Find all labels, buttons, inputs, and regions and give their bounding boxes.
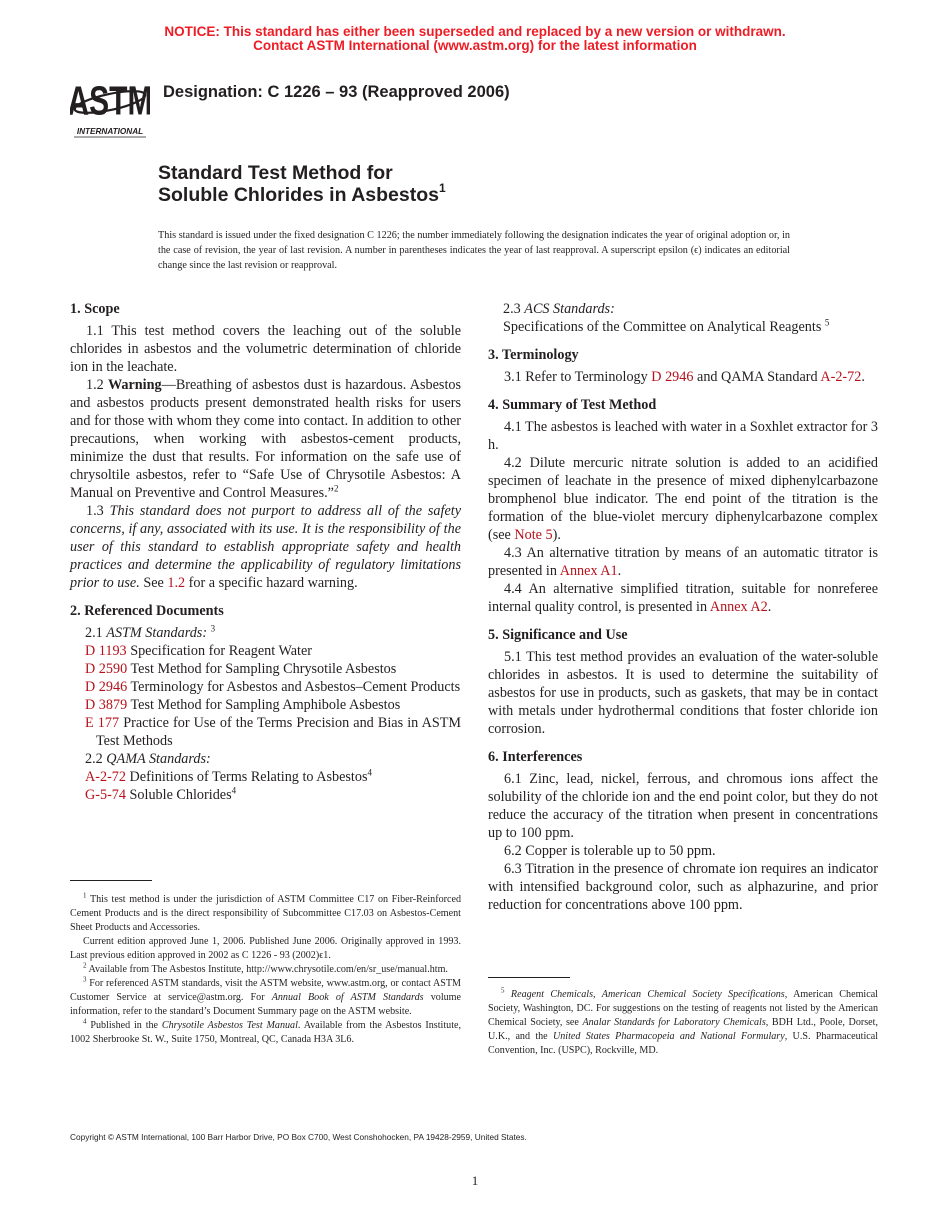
- ref-link[interactable]: G-5-74: [85, 787, 126, 803]
- footnote-divider: [488, 977, 570, 978]
- paragraph-3-1: 3.1 Refer to Terminology D 2946 and QAMA Standard A-2-72.: [504, 369, 865, 385]
- svg-text:ASTM: ASTM: [70, 78, 150, 124]
- copyright: Copyright © ASTM International, 100 Barr Harbor Drive, PO Box C700, West Conshohocken, PA 19428-2959, United States.: [70, 1132, 527, 1142]
- qama-standards-label: 2.2 QAMA Standards:: [85, 751, 211, 767]
- paragraph-4-1: 4.1 The asbestos is leached with water in a Soxhlet extractor for 3 h.: [488, 419, 878, 453]
- document-title: [158, 162, 446, 206]
- footnote-divider: [70, 880, 152, 881]
- svg-text:INTERNATIONAL: INTERNATIONAL: [76, 127, 144, 136]
- designation: Designation: C 1226 – 93 (Reapproved 2006): [163, 83, 510, 101]
- withdrawal-notice: [0, 25, 950, 53]
- ref-item: E 177 Practice for Use of the Terms Precision and Bias in ASTM Test Methods: [85, 715, 462, 749]
- right-column: [488, 300, 878, 914]
- footnote-ref[interactable]: 1: [439, 180, 446, 195]
- footnote-1: $^1$ This test method is under the jurisdiction of ASTM Committee C17 on Fiber-Reinforced Cement Products and is the direct responsibility of Subcommittee C17.03 on Asbestos-Cement Sheet Products and Accessories.: [70, 891, 461, 933]
- title-line-2: Soluble Chlorides in Asbestos$^1$: [158, 180, 446, 206]
- section-heading-interferences: 6. Interferences: [488, 749, 583, 765]
- paragraph-4-3: 4.3 An alternative titration by means of an automatic titrator is presented in Annex A1.: [488, 545, 878, 579]
- notice-line-2: Contact ASTM International (www.astm.org) for the latest information: [253, 38, 697, 53]
- paragraph-4-4: 4.4 An alternative simplified titration, suitable for nonreferee internal quality control, is presented in Annex A2.: [488, 581, 878, 615]
- issue-note: This standard is issued under the fixed designation C 1226; the number immediately following the designation indicates the year of original adoption or, in the case of revision, the year of last revision. A number in parentheses indicates the year of last reapproval. A superscript epsilon (ϵ) indicates an editorial change since the last revision or reapproval.: [158, 230, 790, 271]
- paragraph-6-3: 6.3 Titration in the presence of chromate ion requires an indicator with intensified background color, such as alphazurine, and prior reduction for concentrations above 100 ppm.: [488, 861, 878, 913]
- footnote-ref[interactable]: 5: [824, 317, 830, 328]
- link-1-2[interactable]: 1.2: [167, 575, 186, 591]
- ref-item: G-5-74 Soluble Chlorides$^4$: [85, 785, 237, 803]
- footnote-ref[interactable]: 3: [210, 623, 216, 634]
- footnotes-right: [488, 988, 878, 1058]
- link-note-5[interactable]: Note 5: [514, 527, 553, 543]
- footnote-ref[interactable]: 4: [367, 767, 372, 778]
- section-heading-scope: 1. Scope: [70, 301, 120, 317]
- section-heading-referenced-documents: 2. Referenced Documents: [70, 603, 224, 619]
- paragraph-6-2: 6.2 Copper is tolerable up to 50 ppm.: [504, 843, 716, 859]
- paragraph-4-2: 4.2 Dilute mercuric nitrate solution is added to an acidified specimen of leachate in the presence of mixed diphenylcarbazone bromphenol blue indicator. The end point of the titration is the formation of the blue-violet mercury diphenylcarbazone complex (see Note 5).: [488, 455, 878, 543]
- ref-link[interactable]: D 1193: [85, 643, 127, 659]
- footnote-ref[interactable]: 4: [231, 785, 237, 796]
- ref-link[interactable]: A-2-72: [85, 769, 126, 785]
- astm-standards-label: 2.1 ASTM Standards: $^3$: [85, 623, 216, 641]
- paragraph-1-2: 1.2 Warning—Breathing of asbestos dust is hazardous. Asbestos and asbestos products present demonstrated health risks for users and for those with whom they come into contact. In addition to other precautions, when working with asbestos-cement products, minimize the dust that results. For information on the safe use of chrysoltile asbestos, refer to “Safe Use of Chrysotile Asbestos: A Manual on Preventive and Control Measures.”$^2$: [70, 377, 462, 501]
- acs-standards-label: 2.3 ACS Standards:: [503, 301, 615, 317]
- section-heading-significance: 5. Significance and Use: [488, 627, 628, 643]
- footnote-ref[interactable]: 2: [333, 483, 339, 494]
- notice-line-1: NOTICE: This standard has either been superseded and replaced by a new version or withdrawn.: [164, 24, 786, 39]
- link-a-2-72[interactable]: A-2-72: [820, 369, 862, 385]
- ref-item: D 3879 Test Method for Sampling Amphibole Asbestos: [85, 697, 401, 713]
- footnote-1b: Current edition approved June 1, 2006. Published June 2006. Originally approved in 1993. Last previous edition approved in 2002 as C 1226 - 93 (2002)ϵ1.: [70, 936, 461, 961]
- ref-item: D 1193 Specification for Reagent Water: [85, 643, 312, 659]
- warning-label: Warning: [108, 377, 162, 393]
- paragraph-1-3: 1.3 This standard does not purport to address all of the safety concerns, if any, associated with its use. It is the responsibility of the user of this standard to establish appropriate safety and health practices and determine the applicability of regulatory limitations prior to use. See 1.2 for a specific hazard warning.: [70, 503, 462, 591]
- link-annex-a1[interactable]: Annex A1: [559, 563, 618, 579]
- page-number: 1: [471, 1173, 479, 1188]
- acs-item: Specifications of the Committee on Analytical Reagents $^5$: [503, 317, 830, 335]
- link-annex-a2[interactable]: Annex A2: [709, 599, 768, 615]
- ref-link[interactable]: D 2946: [85, 679, 128, 695]
- ref-item: D 2946 Terminology for Asbestos and Asbestos–Cement Products: [85, 679, 461, 695]
- section-heading-terminology: 3. Terminology: [488, 347, 579, 363]
- ref-link[interactable]: E 177: [85, 715, 120, 731]
- paragraph-1-1: 1.1 This test method covers the leaching out of the soluble chlorides in asbestos and the volumetric determination of chloride ion in the leachate.: [70, 323, 461, 375]
- ref-item: D 2590 Test Method for Sampling Chrysotile Asbestos: [85, 661, 397, 677]
- section-heading-summary: 4. Summary of Test Method: [488, 397, 657, 413]
- paragraph-6-1: 6.1 Zinc, lead, nickel, ferrous, and chromous ions affect the solubility of the chloride ion and the end point color, but they do not reduce the accuracy of the titration when present in concentrations up to 100 ppm.: [488, 771, 878, 841]
- footnotes-left: [70, 893, 461, 1047]
- ref-link[interactable]: D 3879: [85, 697, 128, 713]
- footnote-3: $^3$ For referenced ASTM standards, visit the ASTM website, www.astm.org, or contact ASTM Customer Service at service@astm.org. For Annual Book of ASTM Standards volume information, refer to the standard’s Document Summary page on the ASTM website.: [70, 975, 461, 1017]
- footnote-5: $^5$ Reagent Chemicals, American Chemical Society Specifications, American Chemical Society, Washington, DC. For suggestions on the testing of reagents not listed by the American Chemical Society, see Analar Standards for Laboratory Chemicals, BDH Ltd., Poole, Dorset, U.K., and the United States Pharmacopeia and National Formulary, U.S. Pharmaceutical Convention, Inc. (USPC), Rockville, MD.: [488, 986, 879, 1056]
- title-line-1: Standard Test Method for: [158, 162, 393, 184]
- footnote-4: $^4$ Published in the Chrysotile Asbestos Test Manual. Available from the Asbestos Institute, 1002 Sherbrooke St. W., Suite 1750, Montreal, QC, Canada H3A 3L6.: [70, 1017, 462, 1045]
- link-d2946[interactable]: D 2946: [651, 369, 694, 385]
- footnote-2: $^2$ Available from The Asbestos Institute, http://www.chrysotile.com/en/sr_use/manual.htm.: [83, 961, 448, 975]
- paragraph-5-1: 5.1 This test method provides an evaluation of the water-soluble chlorides in asbestos. It is used to determine the suitability of asbestos for use in products, such as gaskets, that may be in contact with metals under hydrothermal conditions that foster chloride ion corrosion.: [488, 649, 878, 737]
- ref-item: A-2-72 Definitions of Terms Relating to Asbestos$^4$: [85, 767, 372, 785]
- astm-logo-icon: [70, 74, 150, 140]
- left-column: [70, 300, 461, 804]
- astm-logo: [70, 74, 150, 140]
- ref-link[interactable]: D 2590: [85, 661, 128, 677]
